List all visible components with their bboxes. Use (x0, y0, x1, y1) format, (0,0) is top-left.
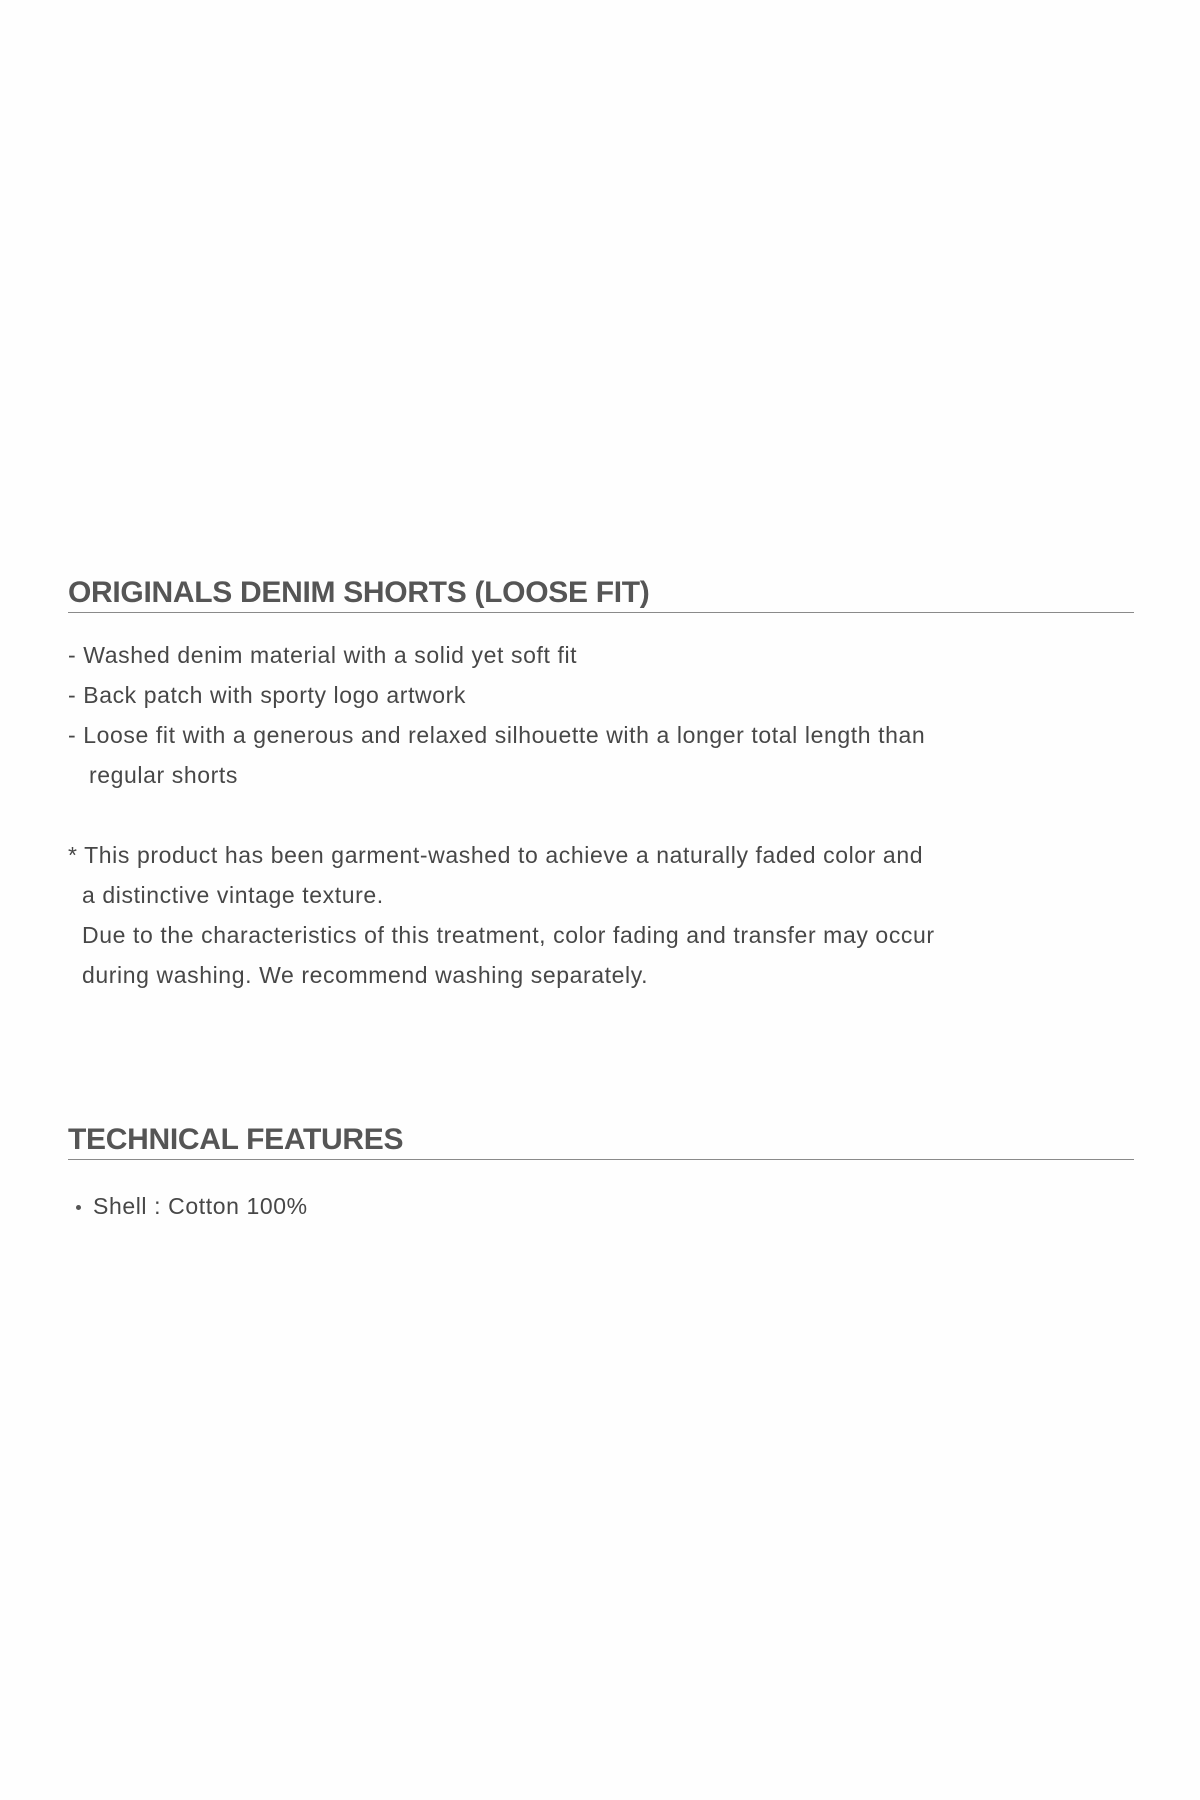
material-spec: Shell : Cotton 100% (93, 1193, 308, 1219)
notice-line: a distinctive vintage texture. (68, 882, 384, 908)
notice-line: * This product has been garment-washed to achieve a naturally faded color and (68, 842, 924, 868)
spacer (68, 795, 1134, 835)
technical-features-list (68, 1186, 1134, 1226)
list-item (68, 1186, 1134, 1226)
product-description-section (68, 575, 1134, 995)
technical-features-section (68, 1122, 1134, 1226)
notice-line: during washing. We recommend washing separately. (68, 962, 649, 988)
bullet-icon (76, 1205, 81, 1210)
product-feature-list (68, 635, 1134, 995)
feature-line: - Loose fit with a generous and relaxed silhouette with a longer total length than (68, 722, 926, 748)
feature-line: regular shorts (68, 762, 238, 788)
technical-features-title: TECHNICAL FEATURES (68, 1122, 1134, 1160)
notice-line: Due to the characteristics of this treatment, color fading and transfer may occur (68, 922, 935, 948)
product-title: ORIGINALS DENIM SHORTS (LOOSE FIT) (68, 575, 1134, 613)
feature-line: - Washed denim material with a solid yet soft fit (68, 642, 578, 668)
feature-line: - Back patch with sporty logo artwork (68, 682, 467, 708)
